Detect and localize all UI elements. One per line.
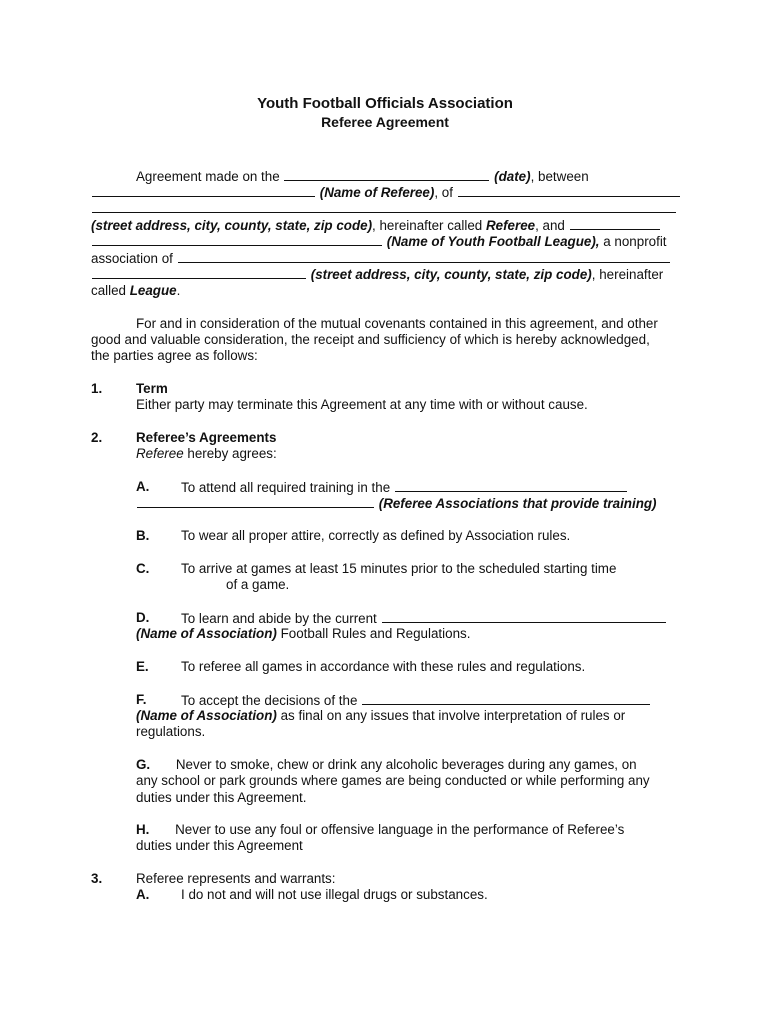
referee-name-blank	[92, 184, 315, 197]
association-of-blank	[178, 250, 670, 263]
item-a-label: A.	[136, 479, 150, 494]
section-1-title: Term	[136, 381, 168, 396]
section-2-number: 2.	[91, 430, 103, 445]
consideration-line-1: For and in consideration of the mutual covenants contained in this agreement, and other	[136, 316, 658, 331]
association-name-blank-f	[362, 692, 650, 705]
intro-line-1: Agreement made on the (date), between	[136, 169, 589, 184]
training-blank-2	[137, 495, 374, 508]
date-blank	[284, 168, 489, 181]
document-title: Youth Football Officials Association	[257, 95, 513, 112]
item-e-text: To referee all games in accordance with these rules and regulations.	[181, 659, 586, 674]
intro-line-3	[91, 200, 677, 217]
intro-line-7: (street address, city, county, state, zip code), hereinafter	[91, 266, 663, 283]
item-a-text: To attend all required training in the	[181, 479, 628, 496]
item-c-label: C.	[136, 561, 150, 576]
consideration-line-3: the parties agree as follows:	[91, 348, 258, 363]
league-name-blank-1	[570, 217, 660, 230]
document-subtitle: Referee Agreement	[321, 114, 449, 130]
section-1-text: Either party may terminate this Agreement at any time with or without cause.	[136, 397, 588, 412]
section-3-text: Referee represents and warrants:	[136, 871, 336, 886]
section-3-item-a-text: I do not and will not use illegal drugs or substances.	[181, 887, 488, 902]
intro-line-6: association of	[91, 250, 671, 267]
item-h-line-1: H. Never to use any foul or offensive language in the performance of Referee’s	[136, 822, 625, 837]
referee-of-blank	[458, 184, 680, 197]
section-2-intro: Referee hereby agrees:	[136, 446, 277, 461]
item-g-line-3: duties under this Agreement.	[136, 790, 307, 805]
item-a-note: (Referee Associations that provide training)	[136, 495, 657, 512]
item-f-text-2: (Name of Association) as final on any issues that involve interpretation of rules or	[136, 708, 626, 723]
section-3-item-a-label: A.	[136, 887, 150, 902]
section-3-number: 3.	[91, 871, 103, 886]
item-f-label: F.	[136, 692, 147, 707]
association-name-blank-d	[382, 610, 666, 623]
intro-line-8: called League.	[91, 283, 181, 298]
item-d-text: To learn and abide by the current	[181, 610, 667, 627]
league-name-blank-2	[92, 233, 382, 246]
item-d-text-2: (Name of Association) Football Rules and Regulations.	[136, 626, 471, 641]
section-1-number: 1.	[91, 381, 103, 396]
training-blank-1	[395, 479, 627, 492]
item-b-label: B.	[136, 528, 150, 543]
consideration-line-2: good and valuable consideration, the receipt and sufficiency of which is hereby acknowledged,	[91, 332, 650, 347]
item-c-text-2: of a game.	[226, 577, 290, 592]
item-f-text: To accept the decisions of the	[181, 692, 651, 709]
item-c-text-1: To arrive at games at least 15 minutes prior to the scheduled starting time	[181, 561, 617, 576]
league-address-blank	[92, 266, 306, 279]
item-g-line-1: G. Never to smoke, chew or drink any alcoholic beverages during any games, on	[136, 757, 637, 772]
item-d-label: D.	[136, 610, 150, 625]
item-g-line-2: any school or park grounds where games are being conducted or while performing any	[136, 773, 650, 788]
intro-line-5: (Name of Youth Football League), a nonprofit	[91, 233, 667, 250]
item-b-text: To wear all proper attire, correctly as defined by Association rules.	[181, 528, 571, 543]
item-h-line-2: duties under this Agreement	[136, 838, 303, 853]
intro-line-2: (Name of Referee), of	[91, 184, 681, 201]
item-e-label: E.	[136, 659, 149, 674]
intro-line-4: (street address, city, county, state, zip code), hereinafter called Referee, and	[91, 217, 661, 234]
item-f-text-3: regulations.	[136, 724, 206, 739]
referee-address-blank	[92, 200, 676, 213]
section-2-title: Referee’s Agreements	[136, 430, 277, 445]
